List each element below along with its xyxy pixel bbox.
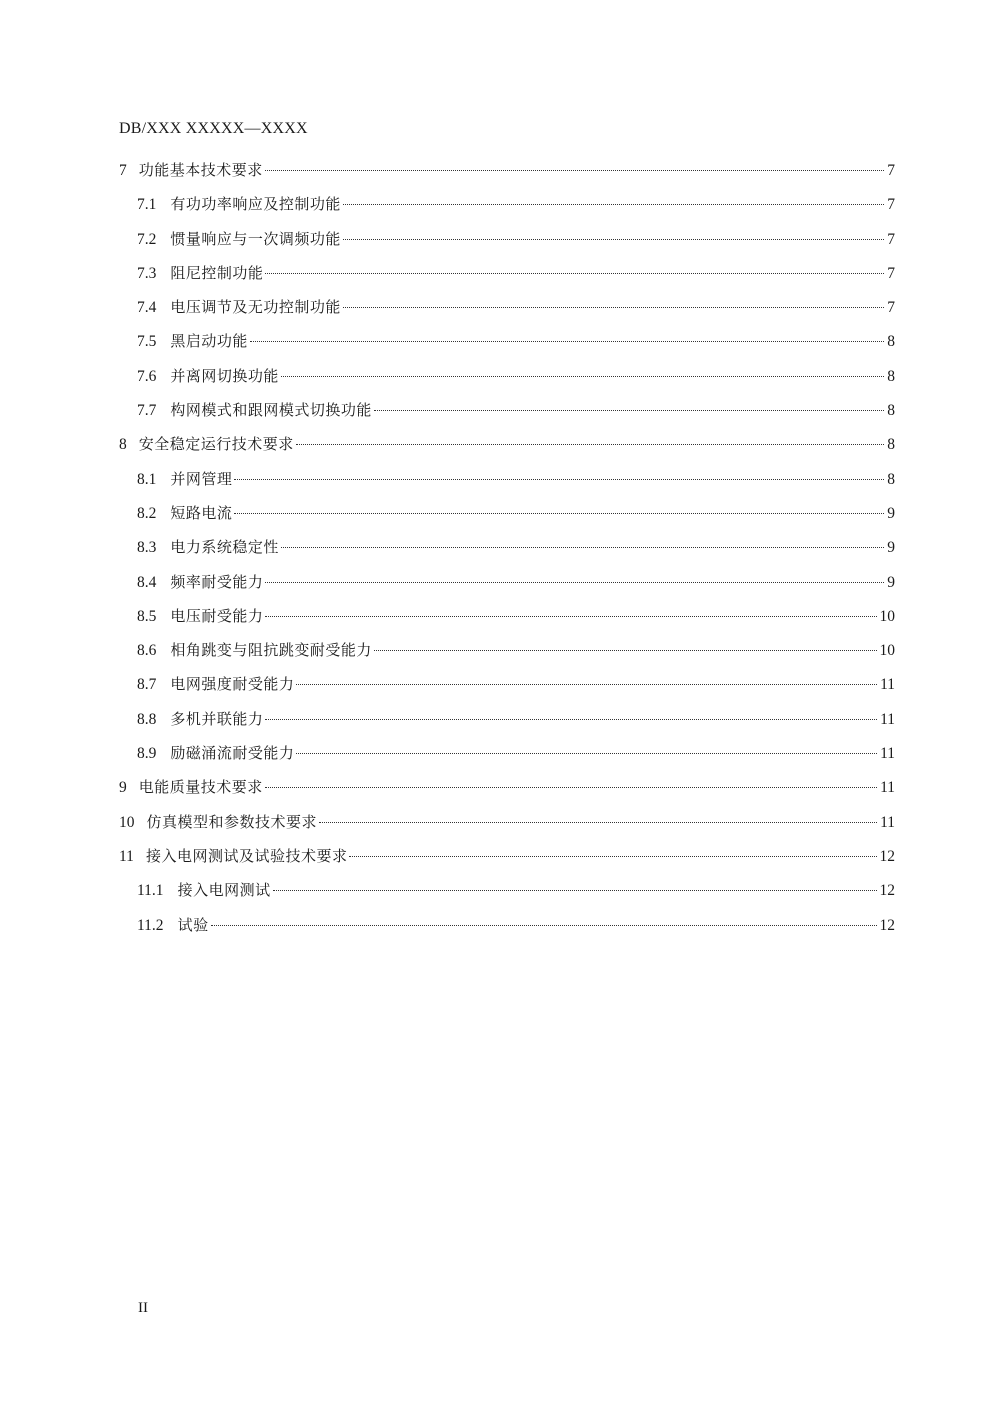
toc-entry-title: 频率耐受能力: [170, 572, 264, 591]
toc-entry-number: 7.3: [137, 264, 157, 282]
toc-entry-page: 7: [887, 230, 895, 248]
toc-entry-title: 励磁涌流耐受能力: [170, 744, 295, 763]
toc-entry[interactable]: [119, 153, 895, 187]
toc-entry-number: 7.1: [137, 196, 157, 214]
toc-entry[interactable]: [119, 290, 895, 324]
toc-entry[interactable]: [119, 565, 895, 599]
toc-dot-leader: [296, 684, 877, 685]
toc-entry-page: 9: [887, 573, 895, 591]
toc-entry-number: 7.2: [137, 230, 157, 248]
toc-entry-number: 7.4: [137, 299, 157, 317]
toc-entry-page: 8: [887, 436, 895, 454]
toc-entry-page: 12: [879, 847, 895, 865]
toc-entry[interactable]: [119, 393, 895, 427]
toc-entry-title: 并离网切换功能: [170, 366, 279, 385]
toc-entry-number: 8.4: [137, 573, 157, 591]
toc-dot-leader: [234, 513, 884, 514]
toc-entry-title: 惯量响应与一次调频功能: [170, 229, 341, 248]
toc-entry-number: 9: [119, 779, 127, 797]
toc-entry-page: 7: [887, 162, 895, 179]
toc-entry-title: 多机并联能力: [170, 709, 264, 728]
toc-entry[interactable]: [119, 530, 895, 564]
toc-entry-title: 并网管理: [170, 469, 233, 488]
toc-entry-page: 10: [879, 607, 895, 625]
toc-entry-title: 黑启动功能: [170, 332, 248, 351]
toc-entry-page: 12: [879, 916, 895, 934]
page-number: II: [138, 1300, 148, 1316]
toc-entry-number: 8.8: [137, 710, 157, 728]
toc-entry-page: 7: [887, 264, 895, 282]
toc-entry-title: 接入电网测试: [177, 881, 271, 900]
toc-entry-number: 8.9: [137, 745, 157, 763]
toc-entry-page: 11: [880, 779, 895, 797]
toc-entry-number: 8.3: [137, 539, 157, 557]
toc-entry[interactable]: [119, 256, 895, 290]
toc-entry[interactable]: [119, 324, 895, 358]
toc-entry-number: 7.5: [137, 333, 157, 351]
toc-entry-number: 8: [119, 436, 127, 454]
toc-dot-leader: [343, 307, 884, 308]
toc-dot-leader: [211, 925, 877, 926]
toc-entry-page: 8: [887, 470, 895, 488]
toc-dot-leader: [265, 616, 876, 617]
toc-entry-number: 7.7: [137, 402, 157, 420]
toc-entry-page: 11: [880, 676, 895, 694]
toc-entry-page: 11: [880, 710, 895, 728]
toc-entry-title: 有功功率响应及控制功能: [170, 195, 341, 214]
toc-entry-title: 试验: [177, 915, 209, 934]
toc-entry[interactable]: [119, 873, 895, 907]
toc-entry-page: 12: [879, 882, 895, 900]
toc-entry[interactable]: [119, 702, 895, 736]
toc-entry[interactable]: [119, 359, 895, 393]
toc-entry-number: 8.5: [137, 607, 157, 625]
toc-entry-number: 11: [119, 847, 134, 865]
toc-entry[interactable]: [119, 736, 895, 770]
toc-entry[interactable]: [119, 496, 895, 530]
toc-entry-number: 8.2: [137, 504, 157, 522]
toc-entry[interactable]: [119, 770, 895, 804]
toc-entry[interactable]: [119, 187, 895, 221]
toc-dot-leader: [343, 204, 884, 205]
toc-entry-number: 7.6: [137, 367, 157, 385]
toc-entry-page: 8: [887, 333, 895, 351]
toc-entry-number: 8.7: [137, 676, 157, 694]
toc-entry-title: 电力系统稳定性: [170, 538, 279, 557]
toc-entry-page: 9: [887, 504, 895, 522]
toc-entry-page: 11: [880, 745, 895, 763]
toc-dot-leader: [250, 341, 884, 342]
toc-entry-number: 8.6: [137, 642, 157, 660]
toc-entry-title: 构网模式和跟网模式切换功能: [170, 401, 372, 420]
toc-dot-leader: [296, 753, 877, 754]
table-of-contents: [119, 153, 895, 942]
toc-entry[interactable]: [119, 222, 895, 256]
toc-dot-leader: [281, 547, 884, 548]
toc-entry[interactable]: [119, 805, 895, 839]
toc-dot-leader: [265, 582, 884, 583]
toc-entry[interactable]: [119, 427, 895, 461]
document-code-header: DB/XXX XXXXX—XXXX: [119, 120, 308, 137]
toc-entry[interactable]: [119, 633, 895, 667]
toc-dot-leader: [319, 822, 877, 823]
toc-entry-page: 10: [879, 642, 895, 660]
toc-dot-leader: [343, 239, 884, 240]
toc-dot-leader: [265, 170, 884, 171]
toc-dot-leader: [265, 787, 877, 788]
toc-entry-title: 阻尼控制功能: [170, 263, 264, 282]
toc-dot-leader: [374, 650, 877, 651]
toc-entry[interactable]: [119, 908, 895, 942]
toc-entry-page: 11: [880, 813, 895, 831]
toc-entry[interactable]: [119, 667, 895, 701]
toc-entry-page: 7: [887, 196, 895, 214]
toc-entry[interactable]: [119, 839, 895, 873]
toc-entry-title: 仿真模型和参数技术要求: [146, 812, 318, 831]
toc-entry-page: 7: [887, 299, 895, 317]
toc-entry-title: 电压耐受能力: [170, 606, 264, 625]
toc-dot-leader: [234, 479, 884, 480]
toc-entry-page: 8: [887, 367, 895, 385]
toc-entry-number: 10: [119, 813, 135, 831]
toc-dot-leader: [273, 890, 877, 891]
toc-entry-title: 接入电网测试及试验技术要求: [145, 846, 348, 865]
toc-entry-title: 电网强度耐受能力: [170, 675, 295, 694]
toc-entry[interactable]: [119, 462, 895, 496]
toc-dot-leader: [296, 444, 884, 445]
toc-entry[interactable]: [119, 599, 895, 633]
toc-entry-number: 8.1: [137, 470, 157, 488]
toc-entry-title: 相角跳变与阻抗跳变耐受能力: [170, 641, 372, 660]
toc-entry-title: 电能质量技术要求: [138, 778, 263, 797]
toc-entry-title: 短路电流: [170, 503, 233, 522]
toc-dot-leader: [281, 376, 884, 377]
toc-entry-page: 9: [887, 539, 895, 557]
toc-entry-page: 8: [887, 402, 895, 420]
toc-dot-leader: [265, 273, 884, 274]
toc-dot-leader: [374, 410, 884, 411]
toc-entry-number: 7: [119, 162, 127, 179]
toc-entry-title: 安全稳定运行技术要求: [138, 435, 294, 454]
toc-entry-title: 功能基本技术要求: [138, 161, 263, 179]
toc-dot-leader: [265, 719, 877, 720]
toc-entry-number: 11.2: [137, 916, 164, 934]
toc-entry-title: 电压调节及无功控制功能: [170, 298, 341, 317]
toc-dot-leader: [349, 856, 876, 857]
toc-entry-number: 11.1: [137, 882, 164, 900]
